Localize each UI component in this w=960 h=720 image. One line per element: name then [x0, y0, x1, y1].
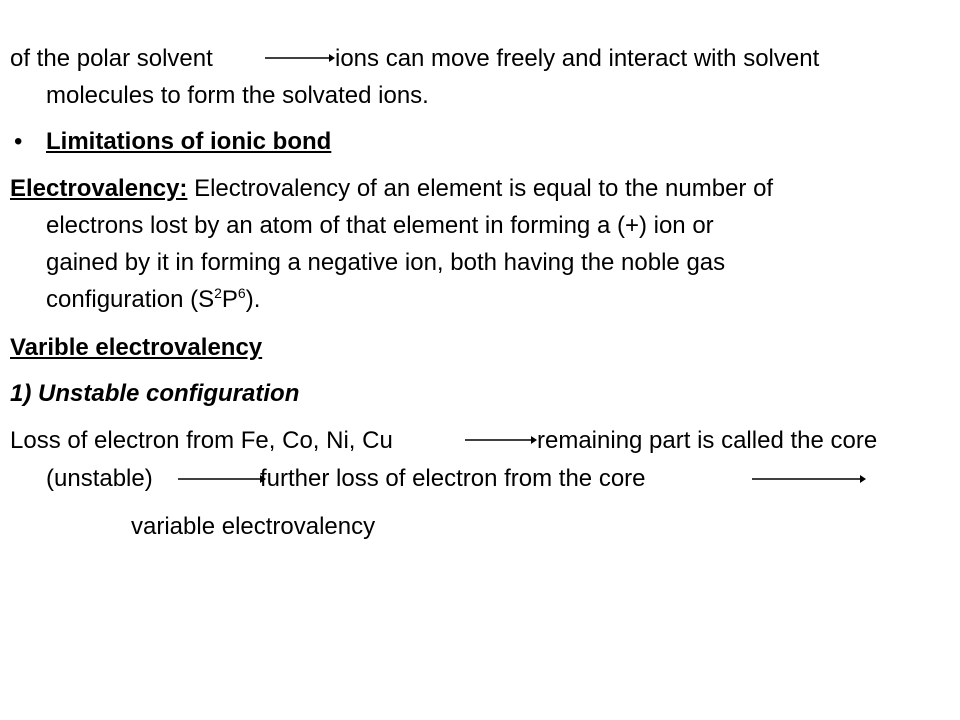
- unstable-configuration-heading: 1) Unstable configuration: [10, 380, 300, 407]
- bullet-icon: •: [14, 128, 23, 155]
- polar-suffix-line: [335, 44, 819, 74]
- limitations-heading: Limitations of ionic bond: [46, 128, 332, 155]
- polar-suffix-text: ions can move freely and interact with solvent: [335, 45, 820, 72]
- polar-cont-text: molecules to form the solvated ions.: [46, 82, 429, 109]
- right-arrow-icon: [265, 53, 335, 63]
- loss-prefix-text: Loss of electron from Fe, Co, Ni, Cu: [10, 427, 393, 454]
- right-arrow-icon: [465, 435, 537, 445]
- config-sup-2: 6: [237, 285, 246, 301]
- electrovalency-label: Electrovalency:: [10, 175, 188, 202]
- unstable-suffix-line: [260, 464, 646, 494]
- config-sup-1: 2: [214, 285, 222, 301]
- configuration-line: [46, 285, 260, 315]
- polar-continuation-line: [46, 81, 429, 111]
- unstable-prefix-line: [46, 464, 153, 494]
- unstable-prefix-text: (unstable): [46, 465, 153, 492]
- loss-of-electron-line: [10, 426, 393, 456]
- electrovalency-line-2: electrons lost by an atom of that element in forming a (+) ion or: [46, 212, 714, 239]
- loss-suffix-line: [537, 426, 877, 456]
- polar-solvent-line: [10, 44, 213, 74]
- right-arrow-icon: [178, 474, 266, 484]
- variable-electrovalency-result: variable electrovalency: [131, 513, 376, 540]
- electrovalency-line-1: [10, 174, 773, 204]
- right-arrow-icon: [752, 474, 866, 484]
- electrovalency-line-3: gained by it in forming a negative ion, both having the noble gas: [46, 249, 726, 276]
- config-suffix: ).: [245, 286, 261, 313]
- config-mid: P: [221, 286, 238, 313]
- unstable-suffix-text: further loss of electron from the core: [260, 465, 646, 492]
- electrovalency-text-1: Electrovalency of an element is equal to the number of: [187, 175, 774, 202]
- variable-electrovalency-heading: Varible electrovalency: [10, 334, 263, 361]
- loss-suffix-text: remaining part is called the core: [537, 427, 878, 454]
- polar-prefix-text: of the polar solvent: [10, 45, 213, 72]
- config-prefix: configuration (S: [46, 286, 215, 313]
